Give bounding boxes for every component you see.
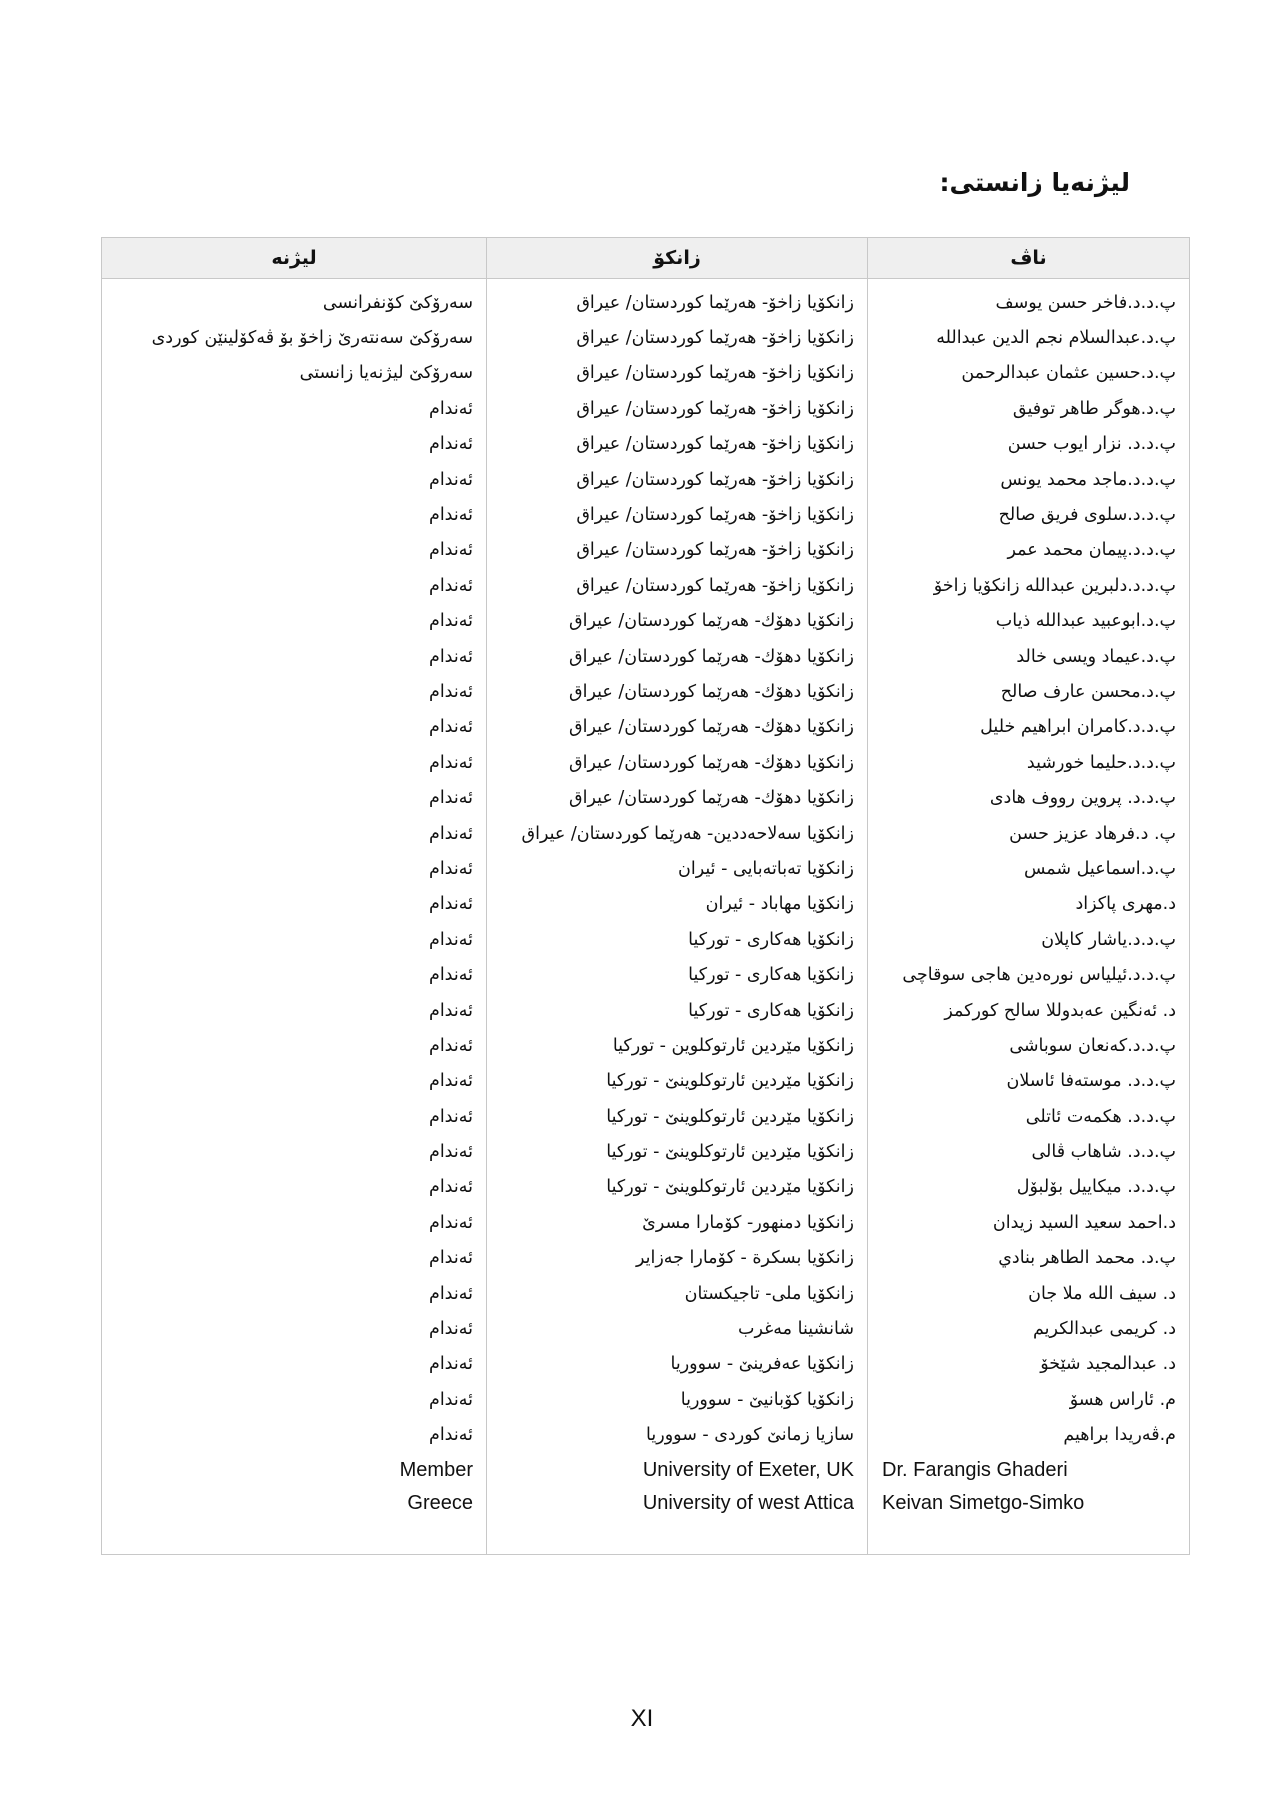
university-cell: زانكۆيا بسكرة - كۆمارا جەزاير <box>487 1241 868 1276</box>
table-row <box>102 391 1190 426</box>
university-cell: زانكۆيا دهۆك- هەرێما كوردستان/ عيراق <box>487 639 868 674</box>
university-cell: زانكۆيا عەفرينێ - سووريا <box>487 1347 868 1382</box>
committee-cell: ئەندام <box>102 1311 487 1346</box>
name-cell: پ.د.د.دلبرين عبدالله زانكۆيا زاخۆ <box>868 568 1190 603</box>
table-row <box>102 1488 1190 1555</box>
table-body <box>102 279 1190 1555</box>
university-cell: زانكۆيا دهۆك- هەرێما كوردستان/ عيراق <box>487 745 868 780</box>
name-cell: پ. د.فرهاد عزيز حسن <box>868 816 1190 851</box>
committee-cell: ئەندام <box>102 1099 487 1134</box>
table-row <box>102 1276 1190 1311</box>
committee-cell: سەرۆكێ سەنتەرێ زاخۆ بۆ ڤەكۆلينێن كوردی <box>102 320 487 355</box>
name-cell: م. ئاراس هسۆ <box>868 1382 1190 1417</box>
table-row <box>102 497 1190 532</box>
committee-cell: ئەندام <box>102 1276 487 1311</box>
committee-cell: ئەندام <box>102 780 487 815</box>
university-cell: زانكۆيا زاخۆ- هەرێما كوردستان/ عيراق <box>487 356 868 391</box>
university-cell: زانكۆيا دهۆك- هەرێما كوردستان/ عيراق <box>487 780 868 815</box>
committee-cell: ئەندام <box>102 1028 487 1063</box>
committee-cell: ئەندام <box>102 1064 487 1099</box>
university-cell: زانكۆيا دهۆك- هەرێما كوردستان/ عيراق <box>487 674 868 709</box>
table-row <box>102 851 1190 886</box>
committee-cell: ئەندام <box>102 710 487 745</box>
table-row <box>102 1241 1190 1276</box>
name-cell: پ.د.د. ميكاييل بۆلبۆل <box>868 1170 1190 1205</box>
table-row <box>102 533 1190 568</box>
committee-cell: ئەندام <box>102 674 487 709</box>
name-cell: د. سيف الله ملا جان <box>868 1276 1190 1311</box>
name-cell: پ.د.هوگر طاهر توفيق <box>868 391 1190 426</box>
university-cell: زانكۆيا مێردين ئارتوكلوينێ - توركيا <box>487 1099 868 1134</box>
committee-table <box>101 237 1190 1555</box>
table-row <box>102 320 1190 355</box>
table-row <box>102 1099 1190 1134</box>
university-cell: زانكۆيا زاخۆ- هەرێما كوردستان/ عيراق <box>487 497 868 532</box>
committee-cell: ئەندام <box>102 427 487 462</box>
name-cell: پ.د.د.ئيلياس نورەدين هاجی سوقاچی <box>868 957 1190 992</box>
committee-cell: ئەندام <box>102 922 487 957</box>
table-row <box>102 279 1190 321</box>
name-cell: پ.د.د.سلوى فريق صالح <box>868 497 1190 532</box>
university-cell: زانكۆيا دهۆك- هەرێما كوردستان/ عيراق <box>487 604 868 639</box>
table-row <box>102 816 1190 851</box>
table-row <box>102 745 1190 780</box>
name-cell: پ.د.د.حليما خورشيد <box>868 745 1190 780</box>
name-cell: م.ڤەريدا براهيم <box>868 1418 1190 1453</box>
committee-cell: ئەندام <box>102 1134 487 1169</box>
university-cell: زانكۆيا هەكاری - توركيا <box>487 922 868 957</box>
committee-cell: ئەندام <box>102 1347 487 1382</box>
name-cell: د. عبدالمجيد شێخۆ <box>868 1347 1190 1382</box>
name-cell: پ.د.ابوعبيد عبدالله ذياب <box>868 604 1190 639</box>
table-row <box>102 604 1190 639</box>
committee-cell: ئەندام <box>102 1418 487 1453</box>
university-cell: University of Exeter, UK <box>487 1453 868 1488</box>
table-row <box>102 780 1190 815</box>
university-cell: زانكۆيا ملی- تاجيكستان <box>487 1276 868 1311</box>
table-row <box>102 710 1190 745</box>
name-cell: د.مهری پاكزاد <box>868 887 1190 922</box>
university-cell: زانكۆيا زاخۆ- هەرێما كوردستان/ عيراق <box>487 279 868 321</box>
committee-cell: ئەندام <box>102 851 487 886</box>
university-cell: سازيا زمانێ كوردی - سووريا <box>487 1418 868 1453</box>
university-cell: زانكۆيا تەباتەبايی - ئيران <box>487 851 868 886</box>
university-cell: زانكۆيا زاخۆ- هەرێما كوردستان/ عيراق <box>487 533 868 568</box>
committee-cell: ئەندام <box>102 993 487 1028</box>
university-cell: زانكۆيا زاخۆ- هەرێما كوردستان/ عيراق <box>487 568 868 603</box>
name-cell: پ.د.محسن عارف صالح <box>868 674 1190 709</box>
table-row <box>102 1134 1190 1169</box>
name-cell: Dr. Farangis Ghaderi <box>868 1453 1190 1488</box>
table-row <box>102 568 1190 603</box>
name-cell: پ.د.د. پروين رووف هادی <box>868 780 1190 815</box>
table-row <box>102 1453 1190 1488</box>
committee-cell: سەرۆكێ ليژنەيا زانستی <box>102 356 487 391</box>
university-cell: زانكۆيا مێردين ئارتوكلوينێ - توركيا <box>487 1064 868 1099</box>
university-cell: زانكۆيا زاخۆ- هەرێما كوردستان/ عيراق <box>487 320 868 355</box>
section-heading: ليژنەيا زانستی: <box>939 168 1130 197</box>
table-row <box>102 957 1190 992</box>
header-university: زانكۆ <box>487 238 868 279</box>
table-row <box>102 922 1190 957</box>
name-cell: پ.د.د. موستەفا ئاسلان <box>868 1064 1190 1099</box>
committee-cell: ئەندام <box>102 745 487 780</box>
header-name: ناڤ <box>868 238 1190 279</box>
university-cell: زانكۆيا هەكاری - توركيا <box>487 957 868 992</box>
table-header-row <box>102 238 1190 279</box>
table-row <box>102 887 1190 922</box>
name-cell: پ.د.اسماعيل شمس <box>868 851 1190 886</box>
university-cell: زانكۆيا دمنهور- كۆمارا مسرێ <box>487 1205 868 1240</box>
committee-cell: ئەندام <box>102 1241 487 1276</box>
name-cell: پ.د.عبدالسلام نجم الدين عبدالله <box>868 320 1190 355</box>
table-row <box>102 1418 1190 1453</box>
table-row <box>102 1064 1190 1099</box>
table-row <box>102 1170 1190 1205</box>
committee-cell: ئەندام <box>102 391 487 426</box>
name-cell: پ.د.د. نزار ايوب حسن <box>868 427 1190 462</box>
name-cell: پ.د.د. هكمەت ئاتلی <box>868 1099 1190 1134</box>
table-row <box>102 1028 1190 1063</box>
name-cell: پ.د.د.ياشار كاپلان <box>868 922 1190 957</box>
name-cell: پ.د.د.كامران ابراهيم خليل <box>868 710 1190 745</box>
university-cell: زانكۆيا دهۆك- هەرێما كوردستان/ عيراق <box>487 710 868 745</box>
committee-cell: ئەندام <box>102 568 487 603</box>
header-committee: ليژنە <box>102 238 487 279</box>
university-cell: زانكۆيا زاخۆ- هەرێما كوردستان/ عيراق <box>487 462 868 497</box>
committee-cell: ئەندام <box>102 816 487 851</box>
name-cell: پ.د.د. شاهاب ڤالی <box>868 1134 1190 1169</box>
table-row <box>102 462 1190 497</box>
university-cell: زانكۆيا كۆبانيێ - سووريا <box>487 1382 868 1417</box>
name-cell: پ.د.حسين عثمان عبدالرحمن <box>868 356 1190 391</box>
university-cell: زانكۆيا مێردين ئارتوكلوينێ - توركيا <box>487 1134 868 1169</box>
name-cell: پ.د.د.فاخر حسن يوسف <box>868 279 1190 321</box>
university-cell: زانكۆيا مێردين ئارتوكلوينێ - توركيا <box>487 1170 868 1205</box>
committee-cell: ئەندام <box>102 1170 487 1205</box>
committee-cell: ئەندام <box>102 887 487 922</box>
committee-cell: Greece <box>102 1488 487 1555</box>
committee-cell: ئەندام <box>102 604 487 639</box>
committee-cell: سەرۆكێ كۆنفرانسی <box>102 279 487 321</box>
table-row <box>102 356 1190 391</box>
name-cell: پ.د.عيماد ويسی خالد <box>868 639 1190 674</box>
university-cell: زانكۆيا سەلاحەددين- هەرێما كوردستان/ عيراق <box>487 816 868 851</box>
table-row <box>102 1347 1190 1382</box>
page-number: XI <box>630 1705 654 1732</box>
committee-cell: ئەندام <box>102 639 487 674</box>
committee-cell: Member <box>102 1453 487 1488</box>
university-cell: زانكۆيا مێردين ئارتوكلوين - توركيا <box>487 1028 868 1063</box>
committee-cell: ئەندام <box>102 1205 487 1240</box>
table-row <box>102 427 1190 462</box>
university-cell: زانكۆيا زاخۆ- هەرێما كوردستان/ عيراق <box>487 427 868 462</box>
committee-table-container <box>101 237 1189 1555</box>
name-cell: پ.د.د.پيمان محمد عمر <box>868 533 1190 568</box>
university-cell: زانكۆيا مهاباد - ئيران <box>487 887 868 922</box>
committee-cell: ئەندام <box>102 957 487 992</box>
table-row <box>102 993 1190 1028</box>
university-cell: University of west Attica <box>487 1488 868 1555</box>
university-cell: زانكۆيا زاخۆ- هەرێما كوردستان/ عيراق <box>487 391 868 426</box>
name-cell: د.احمد سعيد السيد زيدان <box>868 1205 1190 1240</box>
university-cell: شانشينا مەغرب <box>487 1311 868 1346</box>
name-cell: پ.د. محمد الطاهر بنادي <box>868 1241 1190 1276</box>
table-row <box>102 1311 1190 1346</box>
name-cell: پ.د.د.كەنعان سوباشی <box>868 1028 1190 1063</box>
table-row <box>102 1205 1190 1240</box>
table-row <box>102 639 1190 674</box>
table-row <box>102 674 1190 709</box>
committee-cell: ئەندام <box>102 497 487 532</box>
table-row <box>102 1382 1190 1417</box>
committee-cell: ئەندام <box>102 1382 487 1417</box>
name-cell: د. كريمی عبدالكريم <box>868 1311 1190 1346</box>
name-cell: پ.د.د.ماجد محمد يونس <box>868 462 1190 497</box>
name-cell: Keivan Simetgo-Simko <box>868 1488 1190 1555</box>
name-cell: د. ئەنگين عەبدوللا سالح كورکمز <box>868 993 1190 1028</box>
committee-cell: ئەندام <box>102 462 487 497</box>
university-cell: زانكۆيا هەكاری - توركيا <box>487 993 868 1028</box>
committee-cell: ئەندام <box>102 533 487 568</box>
